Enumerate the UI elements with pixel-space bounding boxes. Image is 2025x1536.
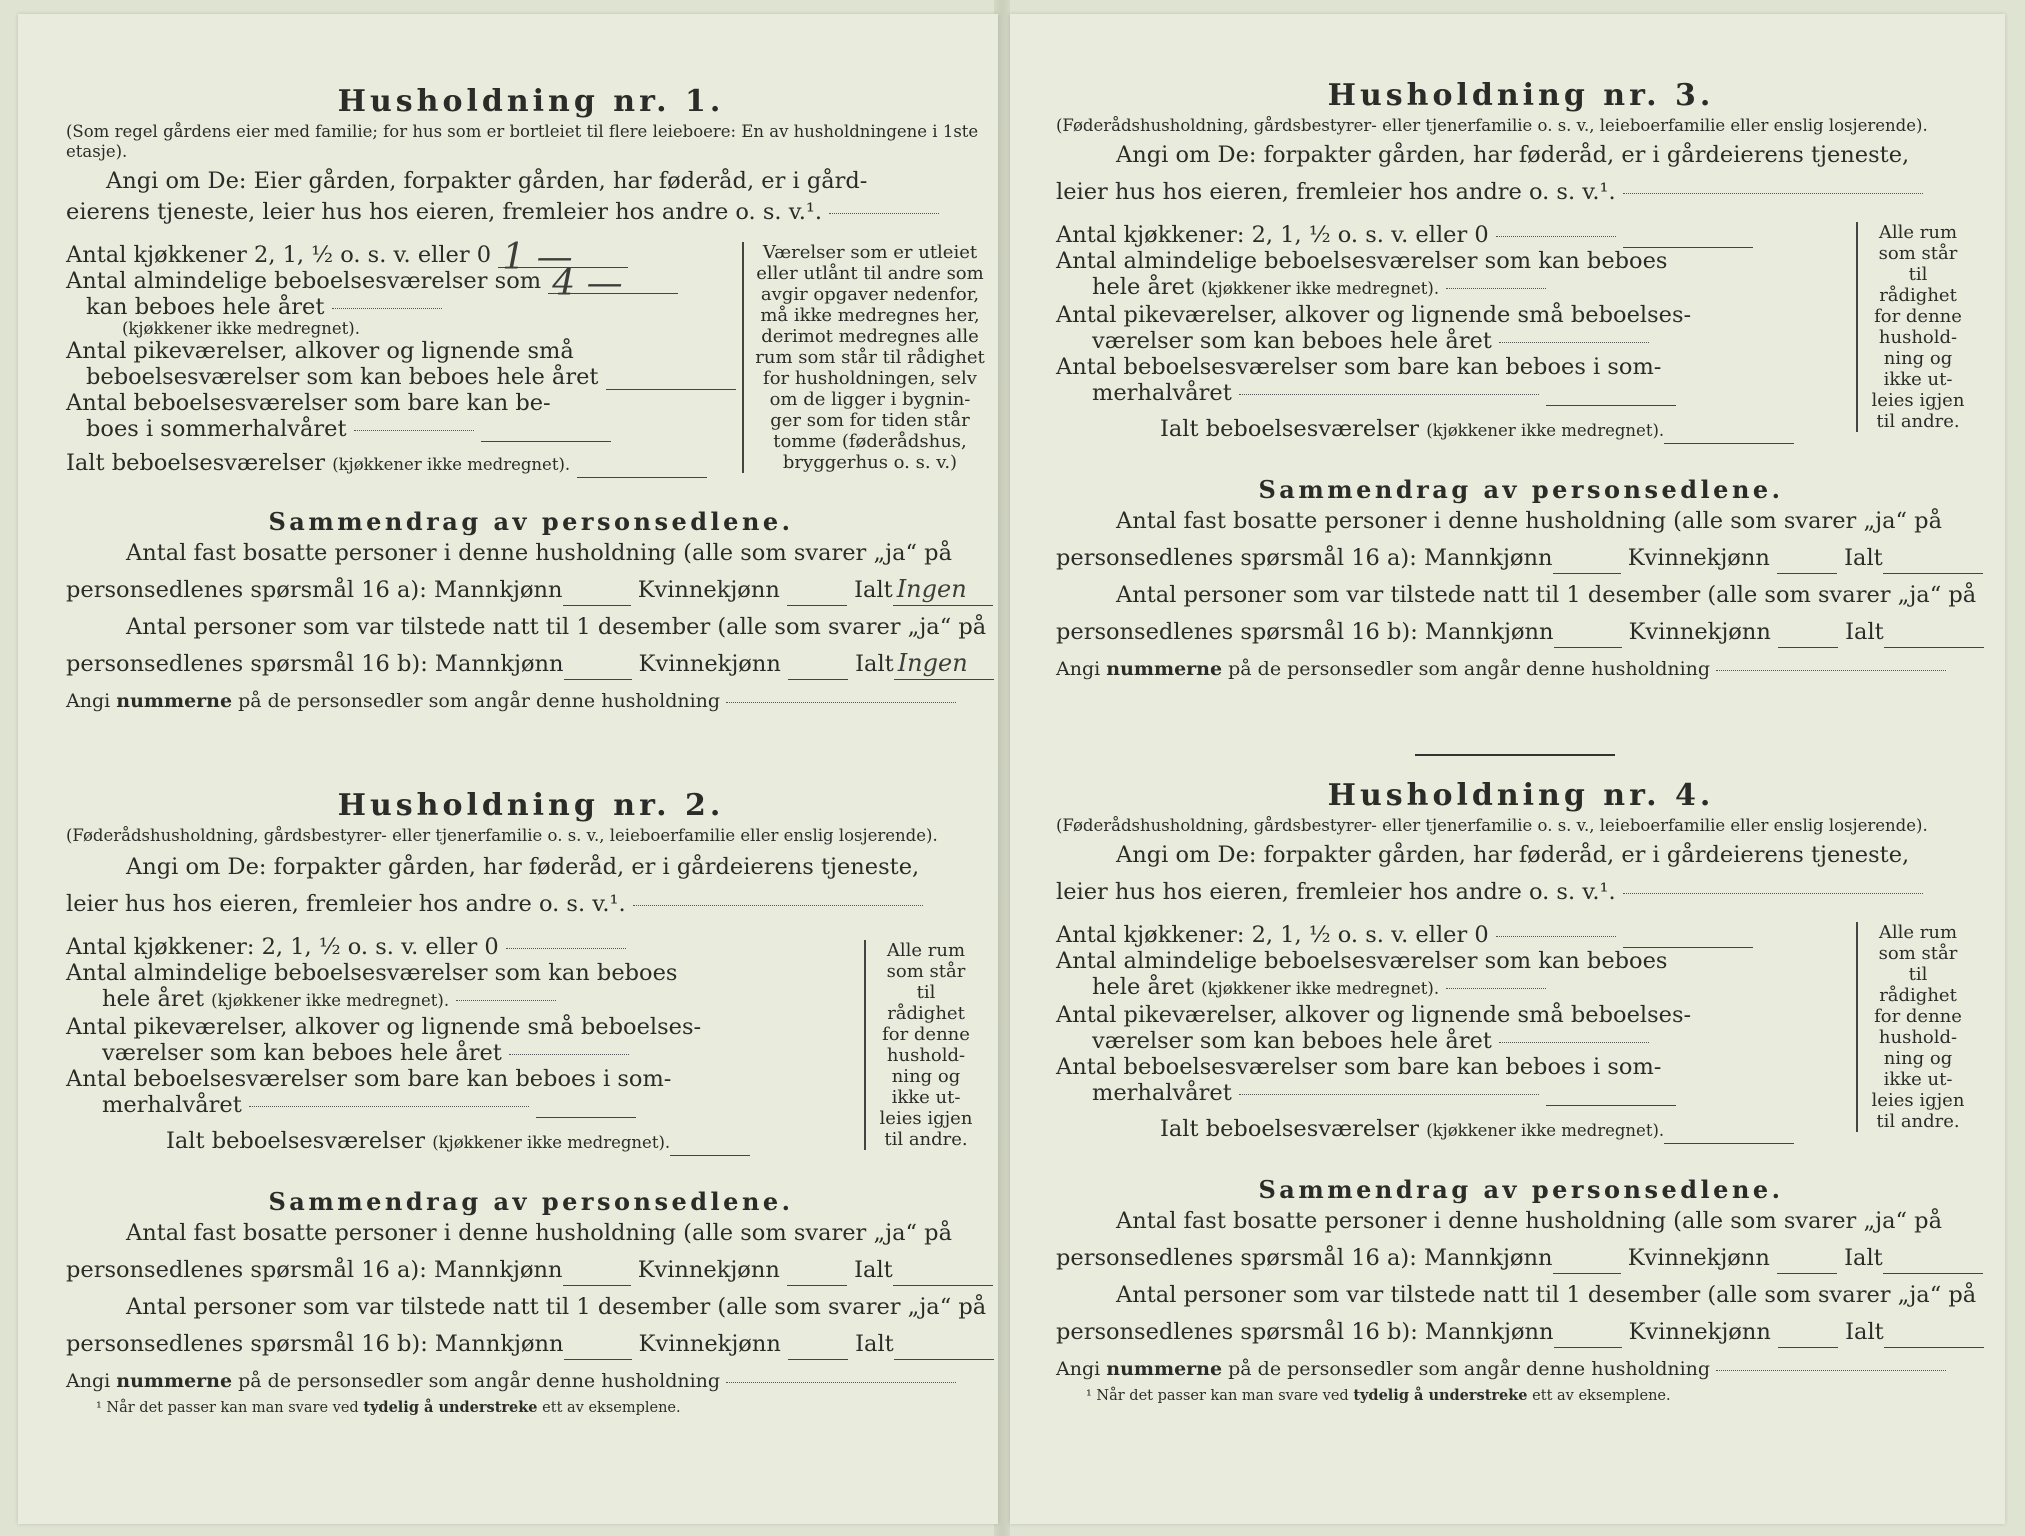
- household-4-summary-title: Sammendrag av personsedlene.: [1258, 1175, 1784, 1204]
- household-2-summer-2: merhalvåret: [66, 1092, 996, 1118]
- household-2-ordinary-2: hele året (kjøkkener ikke medregnet).: [66, 986, 996, 1014]
- household-1-rooms: [66, 237, 996, 492]
- household-3-summer-2: merhalvåret: [1056, 380, 1986, 406]
- household-2-numbers: Angi nummerne på de personsedler som angår denne husholdning: [66, 1366, 996, 1397]
- household-4-maid-1: Antal pikeværelser, alkover og lignende små beboelses-: [1056, 1002, 1692, 1028]
- household-1-note: (Som regel gårdens eier med familie; for hus som er bortleiet til flere leieboere: En av husholdningene i 1ste etasje).: [66, 122, 979, 161]
- household-3-note: (Føderådshusholdning, gårdsbestyrer- eller tjenerfamilie o. s. v., leieboerfamilie eller enslig losjerende).: [1056, 116, 1928, 135]
- household-2-ask-2: leier hus hos eieren, fremleier hos andre o. s. v.¹.: [66, 889, 996, 920]
- household-2-maid-2: værelser som kan beboes hele året: [66, 1040, 996, 1066]
- household-3-ordinary-2: hele året (kjøkkener ikke medregnet).: [1056, 274, 1986, 302]
- household-3-maid-1: Antal pikeværelser, alkover og lignende små beboelses-: [1056, 302, 1692, 328]
- household-1-s1-b: personsedlenes spørsmål 16 a): Mannkjønn Kvinnekjønn Ialt Ingen: [66, 575, 996, 606]
- household-4-kitchens: Antal kjøkkener: 2, 1, ½ o. s. v. eller 0: [1056, 922, 1986, 948]
- household-2-rooms: [66, 934, 996, 1174]
- household-1-ordinary: Antal almindelige beboelsesværelser som 4 —: [66, 268, 996, 294]
- household-2-title: Husholdning nr. 2.: [337, 788, 725, 823]
- household-1-s2-a: Antal personer som var tilstede natt til 1 desember (alle som svarer „ja“ på: [126, 614, 987, 640]
- household-1-side-note: Værelser som er utleiet eller utlånt til andre som avgir opgaver nedenfor, må ikke medregnes her, derimot medregnes alle rum som står til rådighet for husholdningen, selv om de ligger i bygnin- ger som for tiden står tomme (føderådshus, bryggerhus o. s. v.): [742, 242, 986, 473]
- household-1-summer-1: Antal beboelsesværelser som bare kan be-: [66, 390, 551, 416]
- household-3-title: Husholdning nr. 3.: [1327, 78, 1715, 113]
- household-3-s1-b: personsedlenes spørsmål 16 a): Mannkjønn Kvinnekjønn Ialt: [1056, 543, 1986, 574]
- right-footnote: ¹ Når det passer kan man svare ved tydelig å understreke ett av eksemplene.: [1086, 1387, 1671, 1404]
- household-3-summary-title: Sammendrag av personsedlene.: [1258, 475, 1784, 504]
- left-page: [18, 14, 998, 1524]
- household-2-kitchens: Antal kjøkkener: 2, 1, ½ o. s. v. eller 0: [66, 934, 996, 960]
- household-2-s2-a: Antal personer som var tilstede natt til 1 desember (alle som svarer „ja“ på: [126, 1294, 987, 1320]
- household-3-summer-1: Antal beboelsesværelser som bare kan beboes i som-: [1056, 354, 1662, 380]
- household-2-note: (Føderådshusholdning, gårdsbestyrer- eller tjenerfamilie o. s. v., leieboerfamilie eller enslig losjerende).: [66, 826, 938, 845]
- household-2-ask-1: Angi om De: forpakter gården, har føderåd, er i gårdeierens tjeneste,: [126, 854, 920, 880]
- household-3-rooms: [1056, 222, 1986, 462]
- household-4-numbers: Angi nummerne på de personsedler som angår denne husholdning: [1056, 1354, 1986, 1385]
- household-3-total: Ialt beboelsesværelser (kjøkkener ikke medregnet).: [1056, 416, 1986, 444]
- household-1-ask-2: eierens tjeneste, leier hus hos eieren, fremleier hos andre o. s. v.¹.: [66, 197, 996, 228]
- household-1-ask-1: Angi om De: Eier gården, forpakter gården, har føderåd, er i gård-: [106, 168, 868, 194]
- household-2-ordinary-1: Antal almindelige beboelsesværelser som kan beboes: [66, 960, 678, 986]
- household-1-ordinary-2: kan beboes hele året: [66, 294, 996, 320]
- household-4: [1056, 776, 1986, 1405]
- household-4-ask-2: leier hus hos eieren, fremleier hos andre o. s. v.¹.: [1056, 877, 1986, 908]
- household-3-s2-a: Antal personer som var tilstede natt til 1 desember (alle som svarer „ja“ på: [1116, 582, 1977, 608]
- household-1-ordinary-value: 4 —: [552, 263, 623, 304]
- household-4-side-note: Alle rum som står til rådighet for denne hushold- ning og ikke ut- leies igjen til andre.: [1856, 922, 1968, 1132]
- household-1: [66, 82, 996, 717]
- household-2-s2-b: personsedlenes spørsmål 16 b): Mannkjønn Kvinnekjønn Ialt: [66, 1329, 996, 1360]
- household-2-summary-title: Sammendrag av personsedlene.: [268, 1187, 794, 1216]
- household-3-ask-2: leier hus hos eieren, fremleier hos andre o. s. v.¹.: [1056, 177, 1986, 208]
- household-1-kitchens-value: 1 —: [502, 237, 573, 278]
- household-1-summer-2: boes i sommerhalvåret: [66, 416, 996, 442]
- household-2-s1-b: personsedlenes spørsmål 16 a): Mannkjønn Kvinnekjønn Ialt: [66, 1255, 996, 1286]
- household-1-s2-value: Ingen: [897, 649, 968, 677]
- household-4-title: Husholdning nr. 4.: [1327, 778, 1715, 813]
- household-4-s2-a: Antal personer som var tilstede natt til 1 desember (alle som svarer „ja“ på: [1116, 1282, 1977, 1308]
- household-2-summer-1: Antal beboelsesværelser som bare kan beboes i som-: [66, 1066, 672, 1092]
- household-3-s2-b: personsedlenes spørsmål 16 b): Mannkjønn Kvinnekjønn Ialt: [1056, 617, 1986, 648]
- section-divider: [1415, 754, 1615, 756]
- household-1-kitchens: Antal kjøkkener 2, 1, ½ o. s. v. eller 0 1 —: [66, 242, 996, 268]
- household-1-title: Husholdning nr. 1.: [337, 84, 725, 119]
- household-3-kitchens: Antal kjøkkener: 2, 1, ½ o. s. v. eller 0: [1056, 222, 1986, 248]
- household-1-s1-a: Antal fast bosatte personer i denne husholdning (alle som svarer „ja“ på: [126, 540, 952, 566]
- household-3-side-note: Alle rum som står til rådighet for denne hushold- ning og ikke ut- leies igjen til andre.: [1856, 222, 1968, 432]
- household-1-ordinary-note: (kjøkkener ikke medregnet).: [122, 319, 360, 338]
- left-footnote: ¹ Når det passer kan man svare ved tydelig å understreke ett av eksemplene.: [96, 1399, 681, 1416]
- household-4-total: Ialt beboelsesværelser (kjøkkener ikke medregnet).: [1056, 1116, 1986, 1144]
- household-2-total: Ialt beboelsesværelser (kjøkkener ikke medregnet).: [66, 1128, 996, 1156]
- right-page: [1010, 14, 2005, 1524]
- household-4-summer-2: merhalvåret: [1056, 1080, 1986, 1106]
- household-4-ask-1: Angi om De: forpakter gården, har føderåd, er i gårdeierens tjeneste,: [1116, 842, 1910, 868]
- household-4-s1-b: personsedlenes spørsmål 16 a): Mannkjønn Kvinnekjønn Ialt: [1056, 1243, 1986, 1274]
- household-1-total: Ialt beboelsesværelser (kjøkkener ikke medregnet).: [66, 450, 996, 478]
- household-4-s2-b: personsedlenes spørsmål 16 b): Mannkjønn Kvinnekjønn Ialt: [1056, 1317, 1986, 1348]
- household-3-maid-2: værelser som kan beboes hele året: [1056, 328, 1986, 354]
- household-3: [1056, 76, 1986, 685]
- household-4-note: (Føderådshusholdning, gårdsbestyrer- eller tjenerfamilie o. s. v., leieboerfamilie eller enslig losjerende).: [1056, 816, 1928, 835]
- household-2-s1-a: Antal fast bosatte personer i denne husholdning (alle som svarer „ja“ på: [126, 1220, 952, 1246]
- household-4-summer-1: Antal beboelsesværelser som bare kan beboes i som-: [1056, 1054, 1662, 1080]
- household-2-side-note: Alle rum som står til rådighet for denne hushold- ning og ikke ut- leies igjen til andre.: [864, 940, 976, 1150]
- household-3-ordinary-1: Antal almindelige beboelsesværelser som kan beboes: [1056, 248, 1668, 274]
- household-1-maid-2: beboelsesværelser som kan beboes hele året: [66, 364, 996, 390]
- household-1-maid-1: Antal pikeværelser, alkover og lignende små: [66, 338, 574, 364]
- household-1-numbers: Angi nummerne på de personsedler som angår denne husholdning: [66, 686, 996, 717]
- household-3-ask-1: Angi om De: forpakter gården, har føderåd, er i gårdeierens tjeneste,: [1116, 142, 1910, 168]
- household-4-ordinary-1: Antal almindelige beboelsesværelser som kan beboes: [1056, 948, 1668, 974]
- household-4-s1-a: Antal fast bosatte personer i denne husholdning (alle som svarer „ja“ på: [1116, 1208, 1942, 1234]
- household-4-maid-2: værelser som kan beboes hele året: [1056, 1028, 1986, 1054]
- household-4-ordinary-2: hele året (kjøkkener ikke medregnet).: [1056, 974, 1986, 1002]
- household-4-rooms: [1056, 922, 1986, 1162]
- household-2: [66, 786, 996, 1417]
- household-3-numbers: Angi nummerne på de personsedler som angår denne husholdning: [1056, 654, 1986, 685]
- household-1-s2-b: personsedlenes spørsmål 16 b): Mannkjønn Kvinnekjønn Ialt Ingen: [66, 649, 996, 680]
- household-3-s1-a: Antal fast bosatte personer i denne husholdning (alle som svarer „ja“ på: [1116, 508, 1942, 534]
- household-1-summary-title: Sammendrag av personsedlene.: [268, 507, 794, 536]
- household-1-s1-value: Ingen: [896, 575, 967, 603]
- household-2-maid-1: Antal pikeværelser, alkover og lignende små beboelses-: [66, 1014, 702, 1040]
